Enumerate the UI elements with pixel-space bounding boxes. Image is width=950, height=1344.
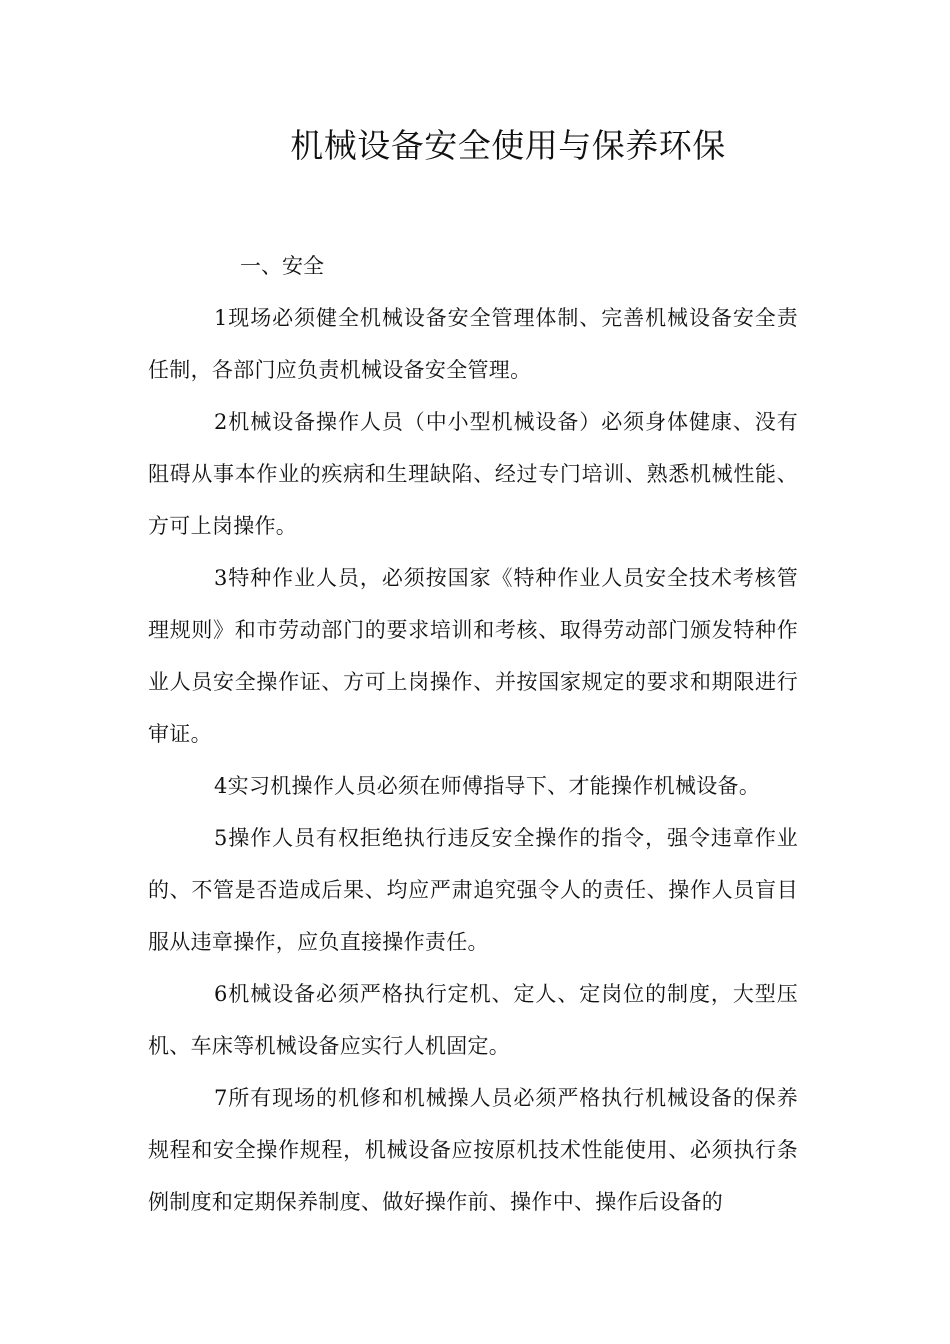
paragraph-7: 7所有现场的机修和机械操人员必须严格执行机械设备的保养规程和安全操作规程，机械设备应按原机技术性能使用、必须执行条例制度和定期保养制度、做好操作前、操作中、操作后设备的 — [148, 1086, 798, 1214]
paragraph-5: 5操作人员有权拒绝执行违反安全操作的指令，强令违章作业的、不管是否造成后果、均应严肃追究强令人的责任、操作人员盲目服从违章操作，应负直接操作责任。 — [148, 826, 798, 954]
section-heading: 一、安全 — [240, 254, 324, 278]
paragraph-4: 4实习机操作人员必须在师傅指导下、才能操作机械设备。 — [214, 774, 761, 798]
document-body — [148, 240, 798, 1228]
paragraph-6: 6机械设备必须严格执行定机、定人、定岗位的制度，大型压机、车床等机械设备应实行人机固定。 — [148, 982, 798, 1058]
paragraph-3: 3特种作业人员，必须按国家《特种作业人员安全技术考核管理规则》和市劳动部门的要求培训和考核、取得劳动部门颁发特种作业人员安全操作证、方可上岗操作、并按国家规定的要求和期限进行审证。 — [148, 566, 798, 746]
paragraph-2: 2机械设备操作人员（中小型机械设备）必须身体健康、没有阻碍从事本作业的疾病和生理缺陷、经过专门培训、熟悉机械性能、方可上岗操作。 — [148, 410, 798, 538]
paragraph-1: 1现场必须健全机械设备安全管理体制、完善机械设备安全责任制，各部门应负责机械设备安全管理。 — [148, 306, 798, 382]
document-title: 机械设备安全使用与保养环保 — [290, 126, 726, 165]
